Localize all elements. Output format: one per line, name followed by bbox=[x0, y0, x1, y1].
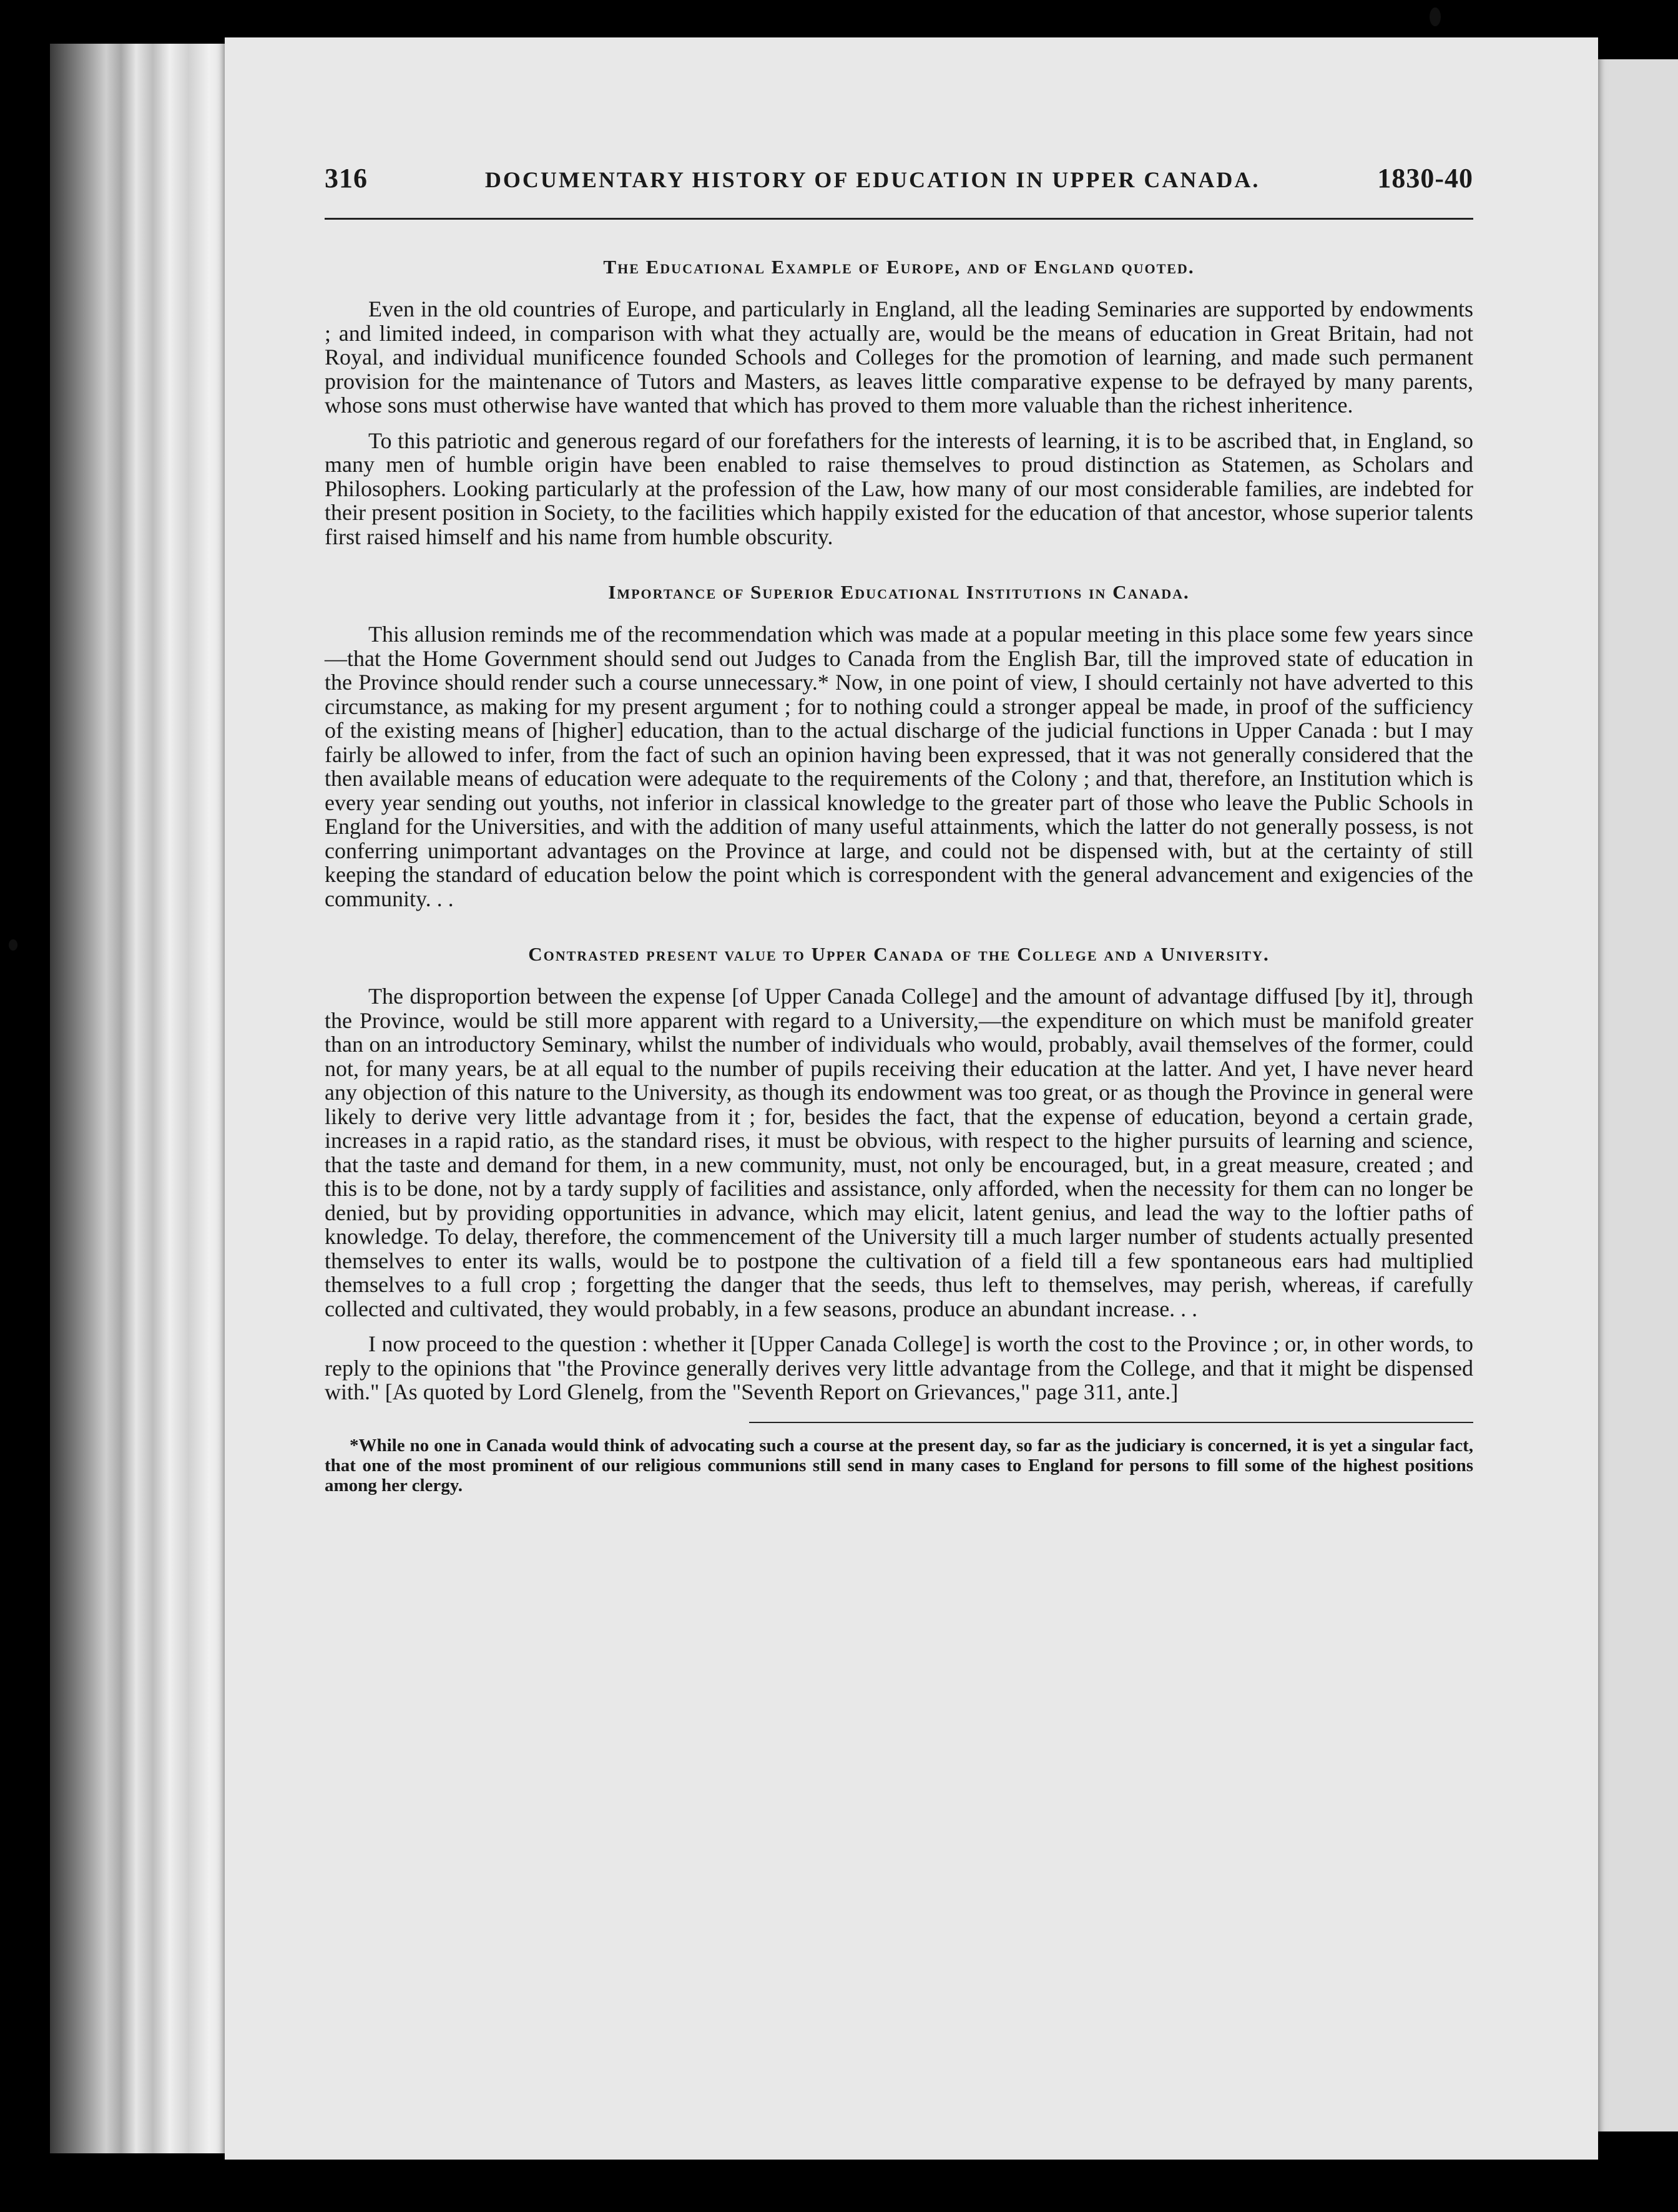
next-page-edge bbox=[1598, 59, 1678, 2131]
section-importance-institutions bbox=[325, 581, 1473, 911]
section-europe-example bbox=[325, 256, 1473, 549]
section-spacer bbox=[325, 922, 1473, 943]
section-heading: Importance of Superior Educational Institutions in Canada. bbox=[608, 581, 1190, 603]
running-head-years: 1830-40 bbox=[1377, 163, 1473, 193]
book-page bbox=[225, 37, 1598, 2160]
section-spacer bbox=[325, 560, 1473, 581]
paragraph: I now proceed to the question : whether it [Upper Canada College] is worth the cost to the Province ; or, in other words, to reply to the opinions that "the Province generally derives very little advantage from the College, and that it might be dispensed with." [As quoted by Lord Glenelg, from the "Seventh Report on Grievances," page 311, ante.] bbox=[325, 1331, 1473, 1404]
section-contrasted-value bbox=[325, 943, 1473, 1404]
header-rule bbox=[325, 218, 1473, 220]
running-head-title: DOCUMENTARY HISTORY OF EDUCATION IN UPPER CANADA. bbox=[484, 167, 1260, 192]
running-head bbox=[325, 162, 1473, 194]
footnote: *While no one in Canada would think of advocating such a course at the present day, so far as the judiciary is concerned, it is yet a singular fact, that one of the most prominent of our religious communions still send in many cases to England for persons to fill some of the highest positions among her clergy. bbox=[325, 1435, 1473, 1495]
footnote-rule bbox=[749, 1422, 1473, 1423]
paragraph: To this patriotic and generous regard of our forefathers for the interests of learning, it is to be ascribed that, in England, so many men of humble origin have been enabled to raise themselves to proud distinction as Statemen, as Scholars and Philosophers. Looking particularly at the profession of the Law, how many of our most considerable families, are indebted for their present position in Society, to the facilities which happily existed for the education of that ancestor, whose superior talents first raised himself and his name from humble obscurity. bbox=[325, 428, 1473, 549]
section-heading: The Educational Example of Europe, and of England quoted. bbox=[603, 256, 1195, 278]
page-content bbox=[325, 162, 1473, 1495]
paragraph: The disproportion between the expense [of Upper Canada College] and the amount of advantage diffused [by it], through the Province, would be still more apparent with regard to a University,—the expenditure on which must be manifold greater than on an introductory Seminary, whilst the number of individuals who would, probably, avail themselves of the former, could not, for many years, be at all equal to the number of pupils receiving their education at the latter. And yet, I have never heard any objection of this nature to the University, as though its endowment was too great, or as though the Province in general were likely to derive very little advantage from it ; for, besides the fact, that the expense of education, beyond a certain grade, increases in a rapid ratio, as the standard rises, it must be obvious, with respect to the higher pursuits of learning and science, that the taste and demand for them, in a new community, must, not only be encouraged, but, in a great measure, created ; and this is to be done, not by a tardy supply of facilities and assistance, only afforded, when the necessity for them can no longer be denied, but by providing opportunities in advance, which may elicit, latent genius, and lead the way to the loftier paths of knowledge. To delay, therefore, the commencement of the University till a much larger number of students actually presented themselves to enter its walls, would be to postpone the cultivation of a field till a few spontaneous ears had multiplied themselves to a full crop ; forgetting the danger that the seeds, thus left to themselves, may perish, whereas, if carefully collected and cultivated, they would probably, in a few seasons, produce an abundant increase. . . bbox=[325, 984, 1473, 1321]
scan-speck bbox=[9, 939, 17, 951]
book-binding-edge bbox=[50, 44, 237, 2153]
page-number: 316 bbox=[325, 163, 368, 193]
scan-speck bbox=[1430, 7, 1441, 26]
paragraph: This allusion reminds me of the recommendation which was made at a popular meeting in this place some few years since—that the Home Government should send out Judges to Canada from the English Bar, till the improved state of education in the Province should render such a course unnecessary.* Now, in one point of view, I should certainly not have adverted to this circumstance, as making for my present argument ; for to nothing could a stronger appeal be made, in proof of the sufficiency of the existing means of [higher] education, than to the actual discharge of the judicial functions in Upper Canada : but I may fairly be allowed to infer, from the fact of such an opinion having been expressed, that it was not generally considered that the then available means of education were adequate to the requirements of the Colony ; and that, therefore, an Institution which is every year sending out youths, not inferior in classical knowledge to the greater part of those who leave the Public Schools in England for the Universities, and with the addition of many useful attainments, which the latter do not generally possess, is not conferring unimportant advantages on the Province at large, and could not be dispensed with, but at the certainty of still keeping the standard of education below the point which is correspondent with the general advancement and exigencies of the community. . . bbox=[325, 622, 1473, 911]
section-heading: Contrasted present value to Upper Canada of the College and a University. bbox=[528, 943, 1270, 965]
paragraph: Even in the old countries of Europe, and particularly in England, all the leading Seminaries are supported by endowments ; and limited indeed, in comparison with what they actually are, would be the means of education in Great Britain, had not Royal, and individual munificence founded Schools and Colleges for the promotion of learning, and made such permanent provision for the maintenance of Tutors and Masters, as leaves little comparative expense to be defrayed by many parents, whose sons must otherwise have wanted that which has proved to them more valuable than the richest inheritence. bbox=[325, 296, 1473, 418]
